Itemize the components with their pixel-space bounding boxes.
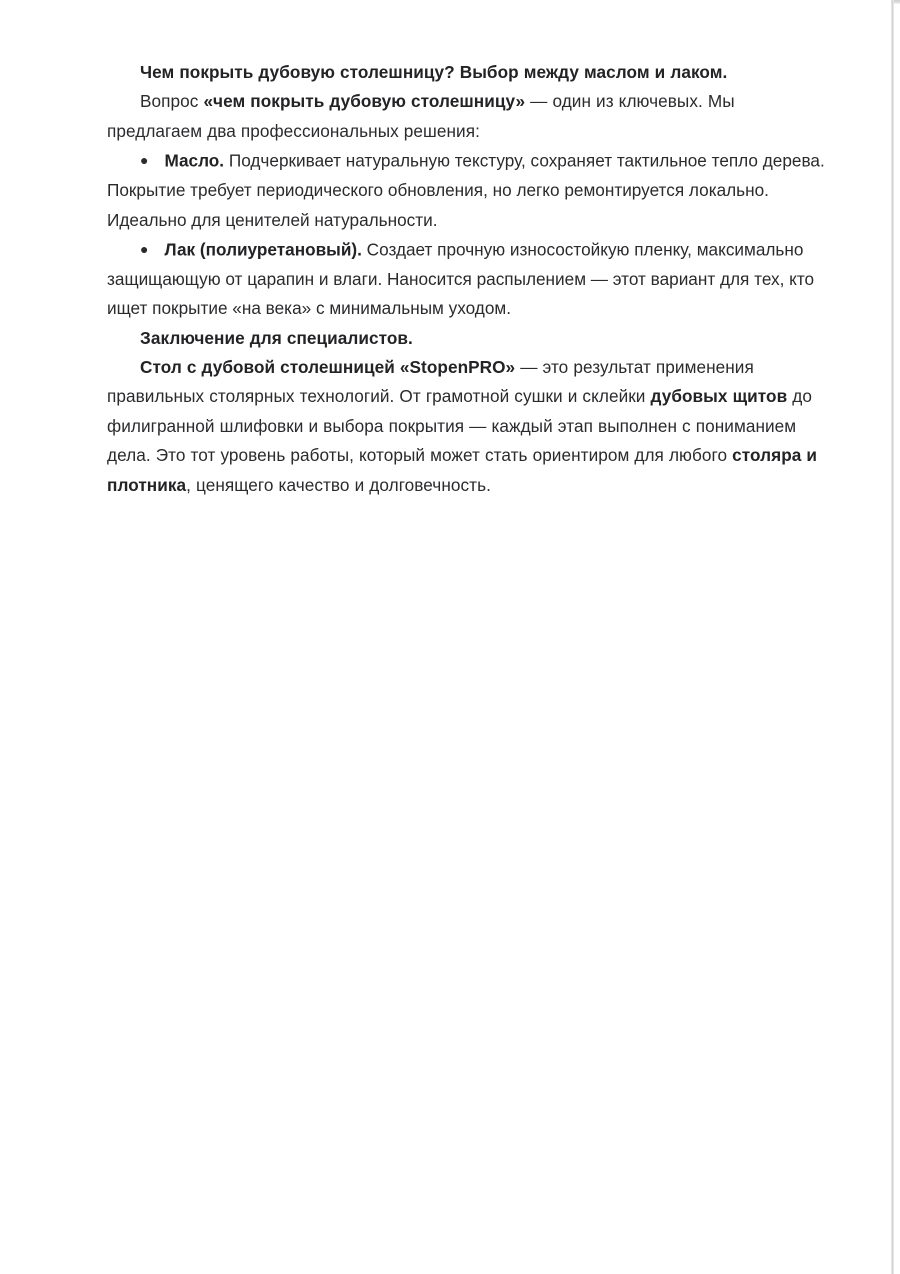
intro-paragraph (107, 87, 833, 146)
document-body (107, 58, 833, 500)
intro-text-before: Вопрос (140, 91, 204, 112)
conclusion-bold-end: столяра и плотника (107, 445, 818, 495)
right-divider-rule (891, 0, 894, 1274)
list-item-text: Подчеркивает натуральную текстуру, сохраняет тактильное тепло дерева. Покрытие требует периодического обновления, но легко ремонтируется локально. Идеально для ценителей натуральности. (107, 150, 825, 230)
section-heading-conclusion: Заключение для специалистов. (140, 327, 413, 348)
conclusion-text-part2: до филигранной шлифовки и выбора покрытия — каждый этап выполнен с пониманием дела. Это тот уровень работы, который может стать ориентиром для любого (107, 386, 812, 466)
conclusion-text-part1: — это результат применения правильных столярных технологий. От грамотной сушки и склейки (107, 357, 754, 407)
list-item (107, 146, 833, 235)
list-item-text: Создает прочную износостойкую пленку, максимально защищающую от царапин и влаги. Наносится распылением — этот вариант для тех, кто ищет покрытие «на века» с минимальным уходом. (107, 239, 815, 319)
list-item-term: Масло. (164, 150, 225, 171)
list-item (107, 235, 833, 324)
bullet-icon: ● (140, 152, 149, 169)
intro-bold-phrase: «чем покрыть дубовую столешницу» (203, 91, 526, 112)
conclusion-bold-lead: Стол с дубовой столешницей «StopenPRO» (140, 357, 516, 378)
list-item-term: Лак (полиуретановый). (164, 239, 362, 260)
conclusion-text-part3: , ценящего качество и долговечность. (186, 474, 491, 495)
page-title: Чем покрыть дубовую столешницу? Выбор между маслом и лаком. (140, 62, 728, 82)
intro-text-after: — один из ключевых. Мы предлагаем два профессиональных решения: (107, 91, 735, 141)
bullet-icon: ● (140, 240, 149, 257)
conclusion-bold-mid: дубовых щитов (650, 386, 788, 407)
conclusion-paragraph (107, 353, 833, 500)
